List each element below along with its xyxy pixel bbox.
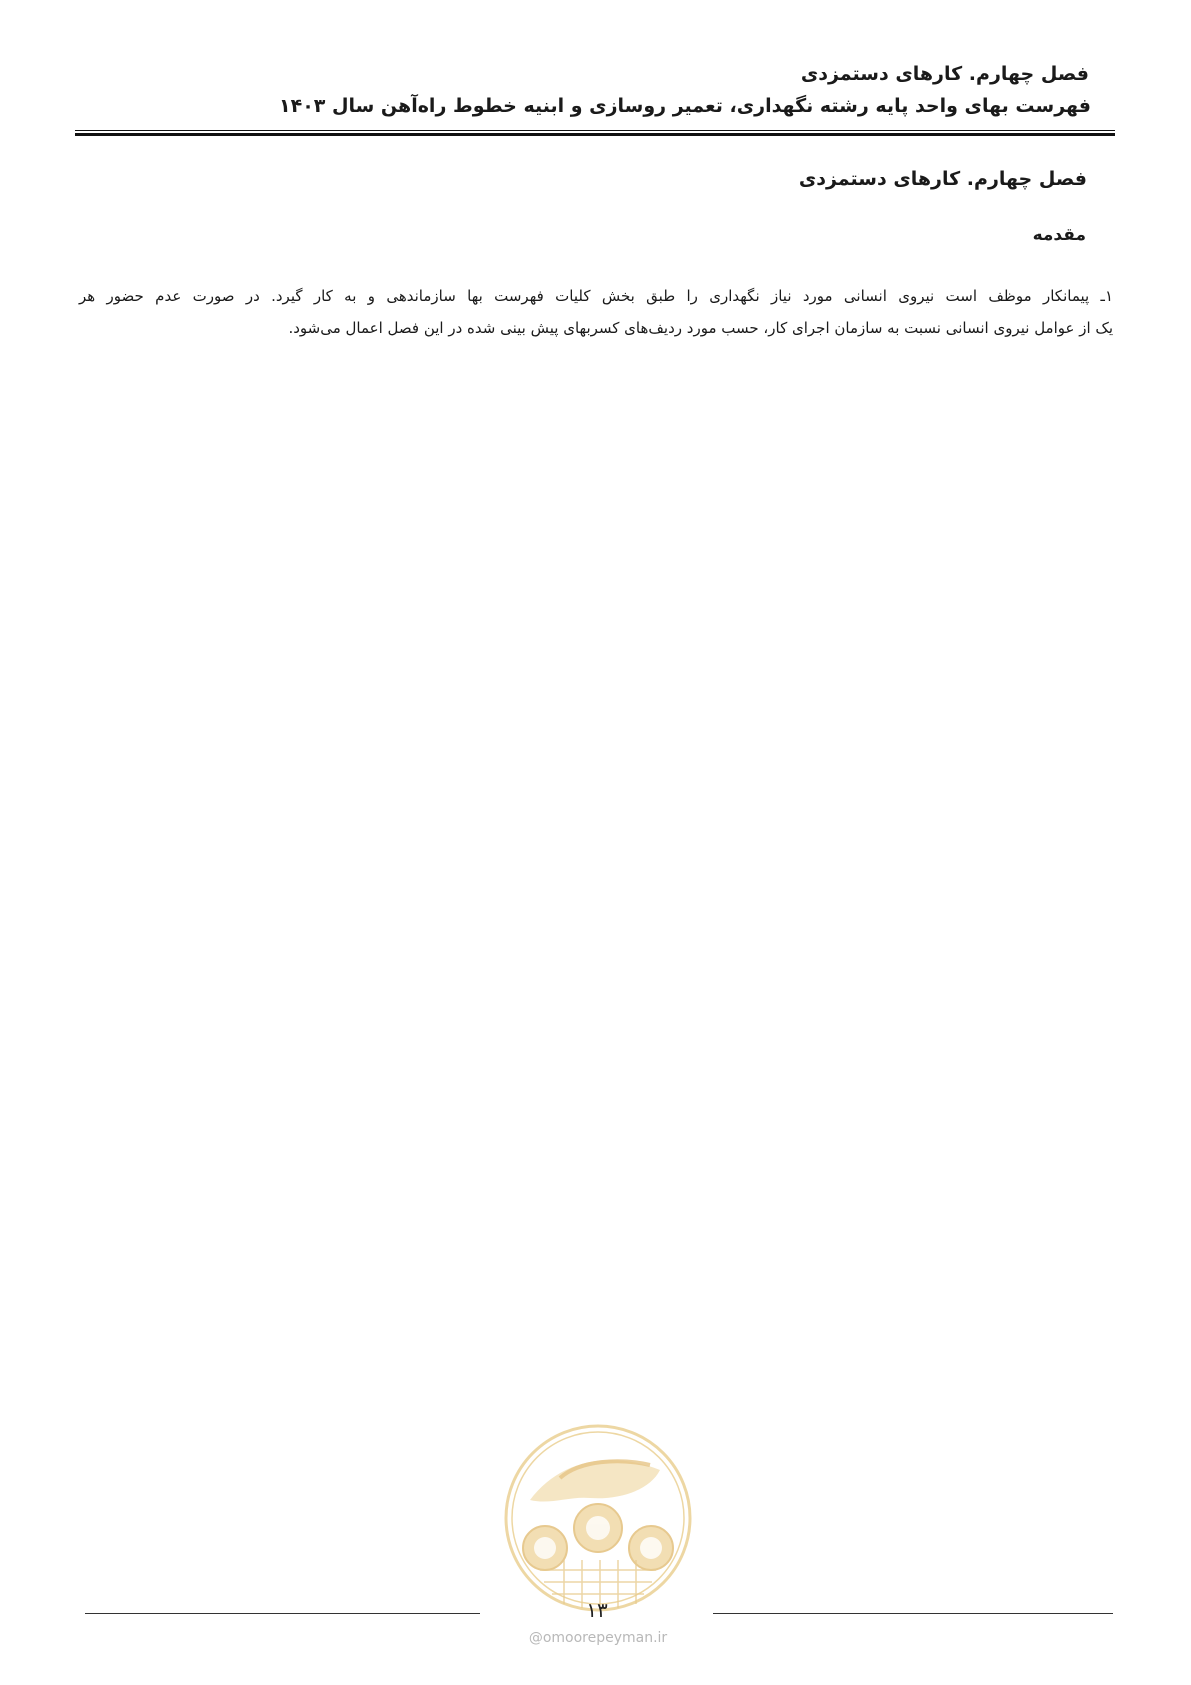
watermark-logo [500,1420,696,1616]
intro-heading: مقدمه [1032,225,1086,245]
page-number: ۱۳ [586,1598,608,1622]
header-subtitle: فهرست بهای واحد پایه رشته نگهداری، تعمیر روسازی و ابنیه خطوط راه‌آهن سال ۱۴۰۳ [279,95,1091,117]
section-title: فصل چهارم. کارهای دستمزدی [798,168,1087,190]
paragraph-line-2: یک از عوامل نیروی انسانی نسبت به سازمان اجرای کار، حسب مورد ردیف‌های کسربهای پیش بینی شده در این فصل اعمال می‌شود. [288,319,1113,337]
intro-paragraph [79,280,1113,344]
footer-divider-right [713,1613,1113,1614]
page-header [100,60,1091,120]
header-divider-thin [75,130,1115,131]
header-divider-thick [75,133,1115,136]
header-chapter-title: فصل چهارم. کارهای دستمزدی [800,63,1089,85]
paragraph-line-1: ۱ـ پیمانکار موظف است نیروی انسانی مورد نیاز نگهداری را طبق بخش کلیات فهرست بها سازماندهی و به کار گیرد. در صورت عدم حضور هر [79,287,1113,305]
header-divider [75,130,1115,137]
footer-divider-left [85,1613,480,1614]
site-credit: @omoorepeyman.ir [528,1630,668,1646]
